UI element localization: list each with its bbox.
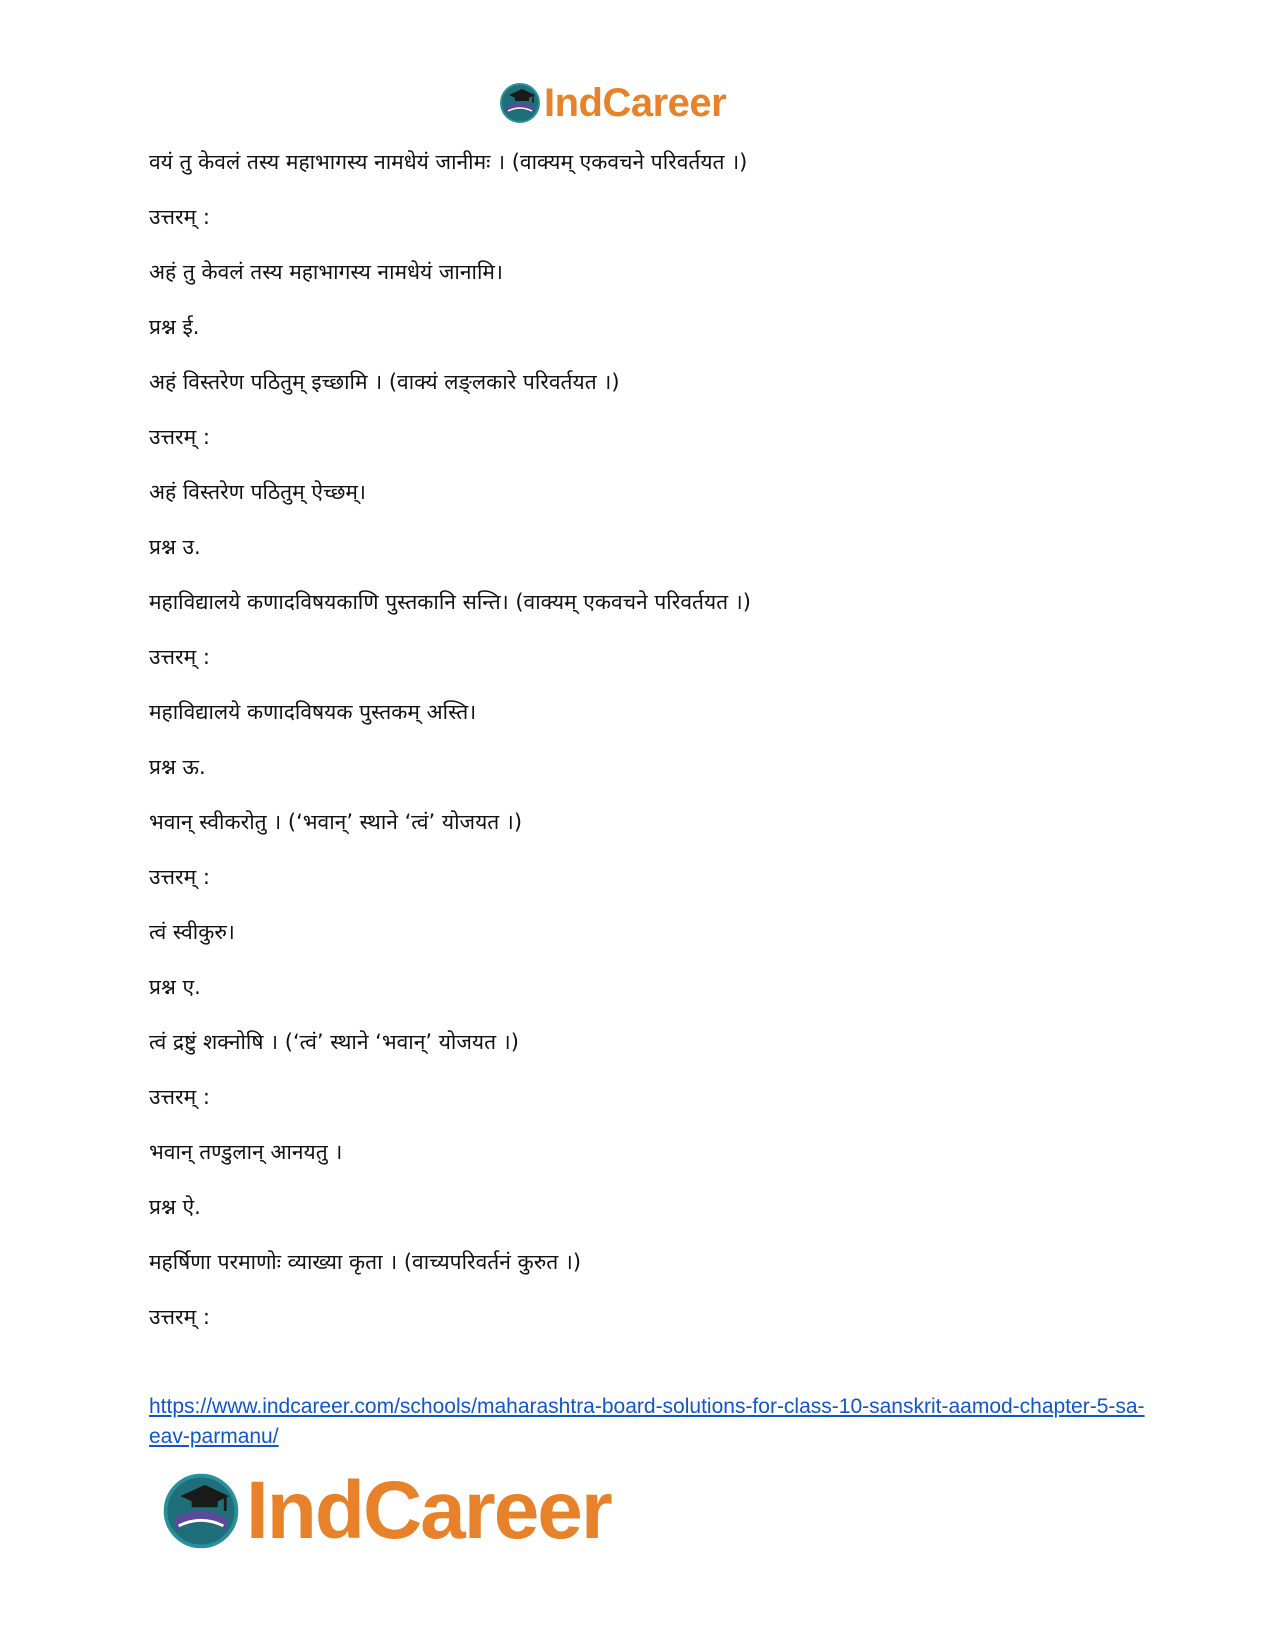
question-label: प्रश्न उ. <box>149 535 201 559</box>
answer-label: उत्तरम् : <box>149 205 210 229</box>
answer-text: भवान् तण्डुलान् आनयतु । <box>149 1140 343 1164</box>
graduation-globe-book-icon <box>498 81 542 125</box>
header-logo <box>498 78 726 128</box>
question-label: प्रश्न ऐ. <box>149 1195 201 1219</box>
question-text: अहं विस्तरेण पठितुम् इच्छामि । (वाक्यं लङ्लकारे परिवर्तयत ।) <box>149 370 620 394</box>
question-text: वयं तु केवलं तस्य महाभागस्य नामधेयं जानीमः । (वाक्यम् एकवचने परिवर्तयत ।) <box>149 150 748 174</box>
answer-text: त्वं स्वीकुरु। <box>149 920 235 944</box>
answer-label: उत्तरम् : <box>149 425 210 449</box>
question-label: प्रश्न ऊ. <box>149 755 206 779</box>
question-text: महर्षिणा परमाणोः व्याख्या कृता । (वाच्यपरिवर्तनं कुरुत ।) <box>149 1250 582 1274</box>
answer-label: उत्तरम् : <box>149 645 210 669</box>
answer-text: अहं तु केवलं तस्य महाभागस्य नामधेयं जानामि। <box>149 260 503 284</box>
footer-logo <box>160 1466 611 1556</box>
question-text: महाविद्यालये कणादविषयकाणि पुस्तकानि सन्ति। (वाक्यम् एकवचने परिवर्तयत ।) <box>149 590 751 614</box>
question-label: प्रश्न ई. <box>149 315 200 339</box>
answer-label: उत्तरम् : <box>149 1085 210 1109</box>
answer-text: अहं विस्तरेण पठितुम् ऐच्छम्। <box>149 480 366 504</box>
question-label: प्रश्न ए. <box>149 975 201 999</box>
document-body <box>149 142 1149 1352</box>
answer-label: उत्तरम् : <box>149 865 210 889</box>
question-text: भवान् स्वीकरोतु । (‘भवान्’ स्थाने ‘त्वं’ योजयत ।) <box>149 810 523 834</box>
graduation-globe-book-icon <box>160 1470 242 1552</box>
answer-text: महाविद्यालये कणादविषयक पुस्तकम् अस्ति। <box>149 700 477 724</box>
logo-text: IndCareer <box>544 80 727 125</box>
question-text: त्वं द्रष्टुं शक्नोषि । (‘त्वं’ स्थाने ‘भवान्’ योजयत ।) <box>149 1030 519 1054</box>
source-link[interactable]: https://www.indcareer.com/schools/maharashtra-board-solutions-for-class-10-sanskrit-aamod-chapter-5-sa-eav-parmanu/ <box>149 1395 1145 1448</box>
answer-label: उत्तरम् : <box>149 1305 210 1329</box>
logo-text: IndCareer <box>246 1465 611 1556</box>
